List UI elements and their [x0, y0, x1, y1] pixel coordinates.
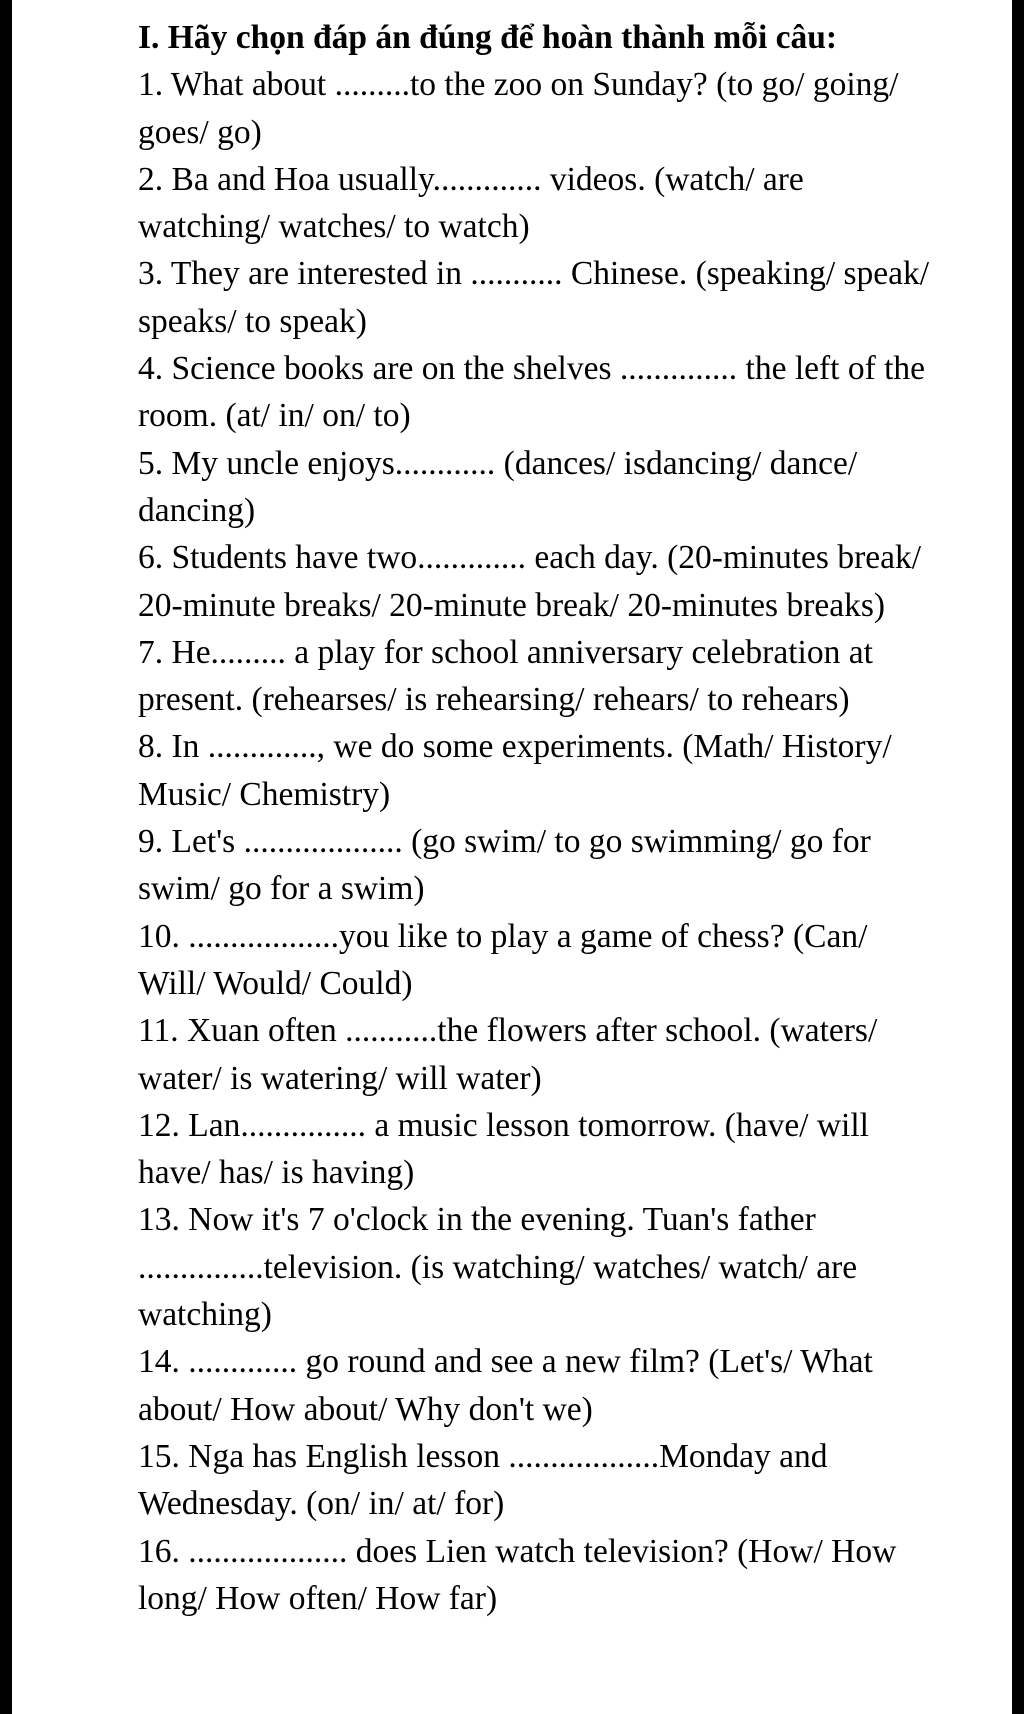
question-8: 8. In ............., we do some experiments. (Math/ History/ Music/ Chemistry) — [138, 728, 892, 813]
question-7: 7. He......... a play for school anniversary celebration at present. (rehearses/ is rehearsing/ rehears/ to rehears) — [138, 633, 873, 719]
question-11: 11. Xuan often ...........the flowers after school. (waters/ water/ is watering/ will water) — [138, 1012, 878, 1097]
question-5: 5. My uncle enjoys............ (dances/ isdancing/ dance/ dancing) — [138, 444, 858, 529]
question-1: 1. What about .........to the zoo on Sunday? (to go/ going/ goes/ go) — [138, 66, 899, 151]
worksheet-page — [12, 0, 1012, 1714]
question-14: 14. ............. go round and see a new film? (Let's/ What about/ How about/ Why don't we) — [138, 1343, 873, 1428]
question-3: 3. They are interested in ........... Chinese. (speaking/ speak/ speaks/ to speak) — [138, 255, 930, 340]
worksheet-heading: I. Hãy chọn đáp án đúng để hoàn thành mỗi câu: — [138, 19, 838, 56]
question-10: 10. ..................you like to play a game of chess? (Can/ Will/ Would/ Could) — [138, 917, 868, 1002]
question-2: 2. Ba and Hoa usually............. videos. (watch/ are watching/ watches/ to watch) — [138, 160, 804, 246]
question-16: 16. ................... does Lien watch television? (How/ How long/ How often/ How far) — [138, 1532, 897, 1617]
question-4: 4. Science books are on the shelves .............. the left of the room. (at/ in/ on/ to) — [138, 350, 926, 435]
question-12: 12. Lan............... a music lesson tomorrow. (have/ will have/ has/ is having) — [138, 1106, 869, 1192]
question-6: 6. Students have two............. each day. (20-minutes break/ 20-minute breaks/ 20-minute break/ 20-minutes breaks) — [138, 539, 922, 624]
question-9: 9. Let's ................... (go swim/ to go swimming/ go for swim/ go for a swim) — [138, 823, 871, 908]
question-15: 15. Nga has English lesson ..................Monday and Wednesday. (on/ in/ at/ for) — [138, 1437, 828, 1523]
question-13: 13. Now it's 7 o'clock in the evening. Tuan's father ...............television. (is watching/ watches/ watch/ are watching) — [138, 1201, 858, 1334]
